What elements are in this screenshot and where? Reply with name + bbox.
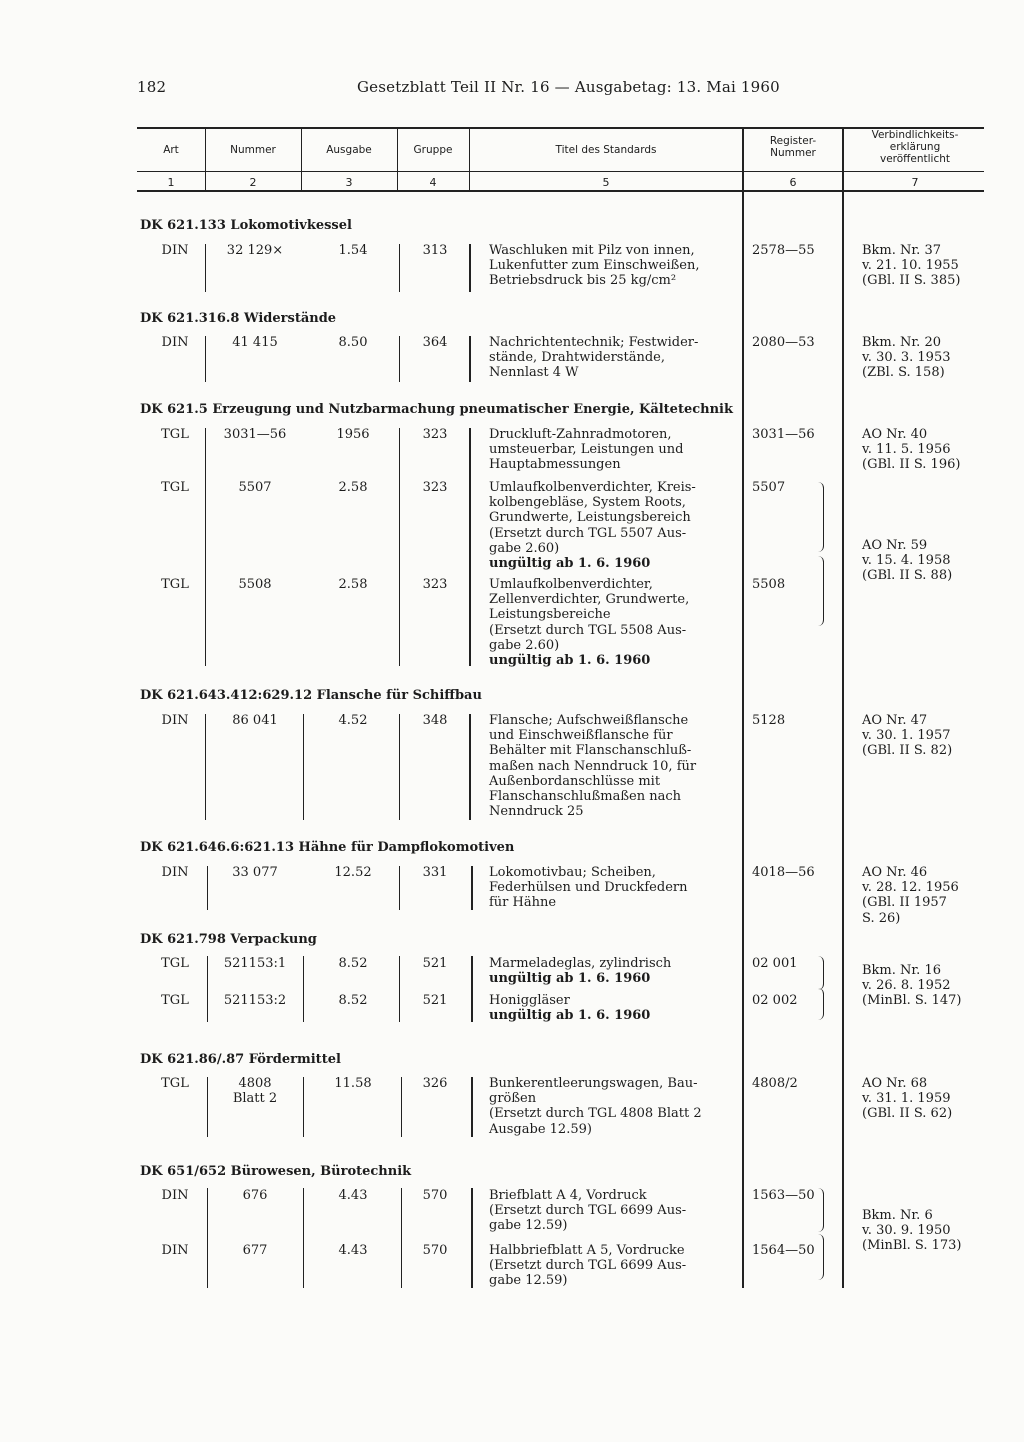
titel-line: gabe 2.60) xyxy=(489,540,560,556)
cell-titel xyxy=(489,427,739,473)
cell-art: DIN xyxy=(161,713,189,728)
section-heading: DK 651/652 Bürowesen, Bürotechnik xyxy=(140,1164,412,1179)
titel-line: (Ersetzt durch TGL 4808 Blatt 2 xyxy=(489,1106,702,1122)
cell-nummer: 521153:1 xyxy=(223,956,287,971)
header-nummer: Nummer xyxy=(230,144,276,156)
cell-register: 02 002 xyxy=(752,993,798,1008)
titel-status: ungültig ab 1. 6. 1960 xyxy=(489,1008,651,1024)
column-number: 7 xyxy=(911,176,919,189)
grouping-brace xyxy=(818,482,824,552)
titel-line: Nennlast 4 W xyxy=(489,365,579,381)
titel-line: Nenndruck 25 xyxy=(489,804,584,820)
section-heading: DK 621.316.8 Widerstände xyxy=(140,311,337,326)
verb-line: (GBl. II S. 88) xyxy=(862,568,953,584)
titel-line: Briefblatt A 4, Vordruck xyxy=(489,1188,647,1203)
cell-verb-shared xyxy=(862,1208,987,1254)
cell-divider xyxy=(205,714,206,820)
cell-art: DIN xyxy=(161,243,189,258)
titel-line: Umlaufkolbenverdichter, xyxy=(489,577,653,592)
titel-line: Ausgabe 12.59) xyxy=(489,1121,592,1137)
cell-divider xyxy=(469,714,471,820)
cell-divider xyxy=(303,714,304,820)
cell-register: 1563—50 xyxy=(752,1188,815,1203)
titel-line: Bunkerentleerungswagen, Bau- xyxy=(489,1076,698,1091)
cell-register: 5507 xyxy=(752,480,786,495)
titel-line: größen xyxy=(489,1091,537,1107)
cell-gruppe: 364 xyxy=(422,335,448,350)
section-heading: DK 621.643.412:629.12 Flansche für Schiffbau xyxy=(140,688,482,703)
cell-divider xyxy=(205,336,206,382)
cell-nummer: 3031—56 xyxy=(223,427,287,442)
cell-gruppe: 313 xyxy=(422,243,448,258)
cell-titel xyxy=(489,993,739,1023)
section-heading: DK 621.133 Lokomotivkessel xyxy=(140,218,352,233)
titel-line: Leistungsbereiche xyxy=(489,607,611,623)
titel-line: Flanschanschlußmaßen nach xyxy=(489,789,682,805)
cell-register: 2080—53 xyxy=(752,335,815,350)
verb-line: v. 11. 5. 1956 xyxy=(862,442,951,458)
column-number: 2 xyxy=(249,176,257,189)
header-verb-2: erklärung xyxy=(889,141,941,153)
cell-ausgabe: 1956 xyxy=(336,427,370,442)
cell-register: 5128 xyxy=(752,713,786,728)
titel-line: Halbbriefblatt A 5, Vordrucke xyxy=(489,1243,685,1258)
cell-nummer: 521153:2 xyxy=(223,993,287,1008)
titel-line: Lukenfutter zum Einschweißen, xyxy=(489,258,700,274)
cell-gruppe: 323 xyxy=(422,427,448,442)
section-heading: DK 621.5 Erzeugung und Nutzbarmachung pneumatischer Energie, Kältetechnik xyxy=(140,402,733,417)
grouping-brace xyxy=(818,556,824,626)
cell-art: TGL xyxy=(161,1076,189,1091)
cell-verb xyxy=(862,713,987,759)
titel-line: Behälter mit Flanschanschluß- xyxy=(489,743,692,759)
titel-line: Flansche; Aufschweißflansche xyxy=(489,713,689,728)
cell-titel xyxy=(489,1243,739,1289)
cell-divider xyxy=(207,1077,208,1137)
cell-register: 02 001 xyxy=(752,956,798,971)
titel-line: Hauptabmessungen xyxy=(489,457,621,473)
cell-verb xyxy=(862,865,987,926)
cell-titel xyxy=(489,243,739,289)
cell-nummer: 5507 xyxy=(238,480,272,495)
cell-register: 3031—56 xyxy=(752,427,815,442)
titel-line: (Ersetzt durch TGL 6699 Aus- xyxy=(489,1258,687,1274)
cell-nummer: 86 041 xyxy=(232,713,278,728)
titel-line: (Ersetzt durch TGL 6699 Aus- xyxy=(489,1203,687,1219)
column-number: 1 xyxy=(167,176,175,189)
cell-ausgabe: 4.52 xyxy=(338,713,368,728)
cell-divider xyxy=(303,1188,304,1288)
col-divider xyxy=(469,128,470,190)
section-heading: DK 621.86/.87 Fördermittel xyxy=(140,1052,341,1067)
verb-line: (ZBl. S. 158) xyxy=(862,365,945,381)
cell-verb xyxy=(862,427,987,473)
cell-nummer: 33 077 xyxy=(232,865,278,880)
cell-divider xyxy=(471,956,473,1022)
cell-gruppe: 331 xyxy=(422,865,448,880)
column-number-rule xyxy=(137,190,984,192)
cell-divider xyxy=(469,336,471,382)
verb-line: Bkm. Nr. 20 xyxy=(862,335,941,350)
cell-ausgabe: 8.52 xyxy=(338,993,368,1008)
cell-ausgabe: 11.58 xyxy=(334,1076,372,1091)
cell-divider xyxy=(303,1077,304,1137)
col-divider xyxy=(301,128,302,190)
cell-verb xyxy=(862,1076,987,1122)
cell-divider xyxy=(205,244,206,292)
cell-ausgabe: 4.43 xyxy=(338,1188,368,1203)
column-number: 5 xyxy=(602,176,610,189)
col-divider xyxy=(205,128,206,190)
cell-divider xyxy=(471,866,473,910)
cell-divider xyxy=(471,1188,473,1288)
titel-line: Nachrichtentechnik; Festwider- xyxy=(489,335,699,350)
cell-divider xyxy=(469,244,471,292)
cell-register: 4018—56 xyxy=(752,865,815,880)
titel-line: gabe 12.59) xyxy=(489,1273,568,1289)
cell-ausgabe: 4.43 xyxy=(338,1243,368,1258)
cell-divider xyxy=(207,956,208,1022)
titel-line: Umlaufkolbenverdichter, Kreis- xyxy=(489,480,696,495)
verb-line: v. 31. 1. 1959 xyxy=(862,1091,951,1107)
cell-titel xyxy=(489,865,739,911)
titel-status: ungültig ab 1. 6. 1960 xyxy=(489,556,651,572)
cell-divider xyxy=(401,1077,402,1137)
cell-divider xyxy=(303,956,304,1022)
titel-line: Lokomotivbau; Scheiben, xyxy=(489,865,656,880)
titel-line: Außenbordanschlüsse mit xyxy=(489,773,661,789)
cell-register: 1564—50 xyxy=(752,1243,815,1258)
cell-nummer: 676 xyxy=(242,1188,268,1203)
cell-divider xyxy=(469,428,471,666)
table-top-rule xyxy=(137,127,984,129)
cell-nummer xyxy=(210,1076,300,1106)
register-left-rule xyxy=(742,128,744,1288)
titel-line: Waschluken mit Pilz von innen, xyxy=(489,243,695,258)
titel-line: (Ersetzt durch TGL 5507 Aus- xyxy=(489,525,687,541)
cell-gruppe: 326 xyxy=(422,1076,448,1091)
header-register-2: Nummer xyxy=(770,147,816,159)
cell-titel xyxy=(489,1076,739,1137)
grouping-brace xyxy=(818,988,824,1020)
verb-line: AO Nr. 59 xyxy=(862,538,928,553)
cell-divider xyxy=(205,428,206,666)
section-heading: DK 621.798 Verpackung xyxy=(140,932,317,947)
cell-verb xyxy=(862,335,987,381)
cell-register: 4808/2 xyxy=(752,1076,798,1091)
verb-line: (GBl. II S. 196) xyxy=(862,457,961,473)
cell-divider xyxy=(471,1077,473,1137)
titel-line: für Hähne xyxy=(489,895,557,911)
cell-register: 5508 xyxy=(752,577,786,592)
verb-line: v. 15. 4. 1958 xyxy=(862,553,951,569)
cell-gruppe: 323 xyxy=(422,577,448,592)
verb-line: (GBl. II S. 385) xyxy=(862,273,961,289)
cell-ausgabe: 2.58 xyxy=(338,577,368,592)
cell-divider xyxy=(207,866,208,910)
verb-line: v. 30. 9. 1950 xyxy=(862,1223,951,1239)
verb-line: (MinBl. S. 173) xyxy=(862,1238,962,1254)
cell-ausgabe: 2.58 xyxy=(338,480,368,495)
cell-art: TGL xyxy=(161,956,189,971)
verb-line: v. 21. 10. 1955 xyxy=(862,258,959,274)
verb-line: Bkm. Nr. 6 xyxy=(862,1208,933,1223)
cell-art: DIN xyxy=(161,1243,189,1258)
cell-art: DIN xyxy=(161,335,189,350)
verb-line: Bkm. Nr. 37 xyxy=(862,243,941,258)
titel-line: Betriebsdruck bis 25 kg/cm² xyxy=(489,273,677,289)
cell-titel xyxy=(489,956,739,986)
col-divider xyxy=(397,128,398,190)
cell-art: DIN xyxy=(161,1188,189,1203)
cell-gruppe: 570 xyxy=(422,1243,448,1258)
cell-divider xyxy=(207,1188,208,1288)
titel-line: Marmeladeglas, zylindrisch xyxy=(489,956,672,971)
header-verb-1: Verbindlichkeits- xyxy=(871,129,959,141)
cell-art: TGL xyxy=(161,427,189,442)
verb-line: v. 30. 1. 1957 xyxy=(862,728,951,744)
header-ausgabe: Ausgabe xyxy=(326,144,372,156)
titel-line: Grundwerte, Leistungsbereich xyxy=(489,510,691,526)
titel-line: maßen nach Nenndruck 10, für xyxy=(489,758,697,774)
cell-titel xyxy=(489,480,739,571)
running-head: Gesetzblatt Teil II Nr. 16 — Ausgabetag: 13. Mai 1960 xyxy=(357,78,780,96)
verb-line: AO Nr. 68 xyxy=(862,1076,928,1091)
cell-ausgabe: 12.52 xyxy=(334,865,372,880)
verb-line: (GBl. II S. 82) xyxy=(862,743,953,759)
header-verb-3: veröffentlicht xyxy=(879,153,951,165)
titel-line: umsteuerbar, Leistungen und xyxy=(489,442,684,458)
nummer-line: 4808 xyxy=(238,1076,272,1091)
header-art: Art xyxy=(163,144,179,156)
titel-status: ungültig ab 1. 6. 1960 xyxy=(489,653,651,669)
section-heading: DK 621.646.6:621.13 Hähne für Dampflokomotiven xyxy=(140,840,515,855)
cell-nummer: 677 xyxy=(242,1243,268,1258)
column-number: 6 xyxy=(789,176,797,189)
register-right-rule xyxy=(842,128,844,1288)
cell-nummer: 41 415 xyxy=(232,335,278,350)
header-rule xyxy=(137,171,984,172)
titel-line: Federhülsen und Druckfedern xyxy=(489,880,688,896)
verb-line: (GBl. II S. 62) xyxy=(862,1106,953,1122)
cell-divider xyxy=(401,1188,402,1288)
grouping-brace xyxy=(818,956,824,990)
column-number: 3 xyxy=(345,176,353,189)
titel-line: und Einschweißflansche für xyxy=(489,728,673,744)
cell-titel xyxy=(489,335,739,381)
verb-line: AO Nr. 47 xyxy=(862,713,928,728)
cell-register: 2578—55 xyxy=(752,243,815,258)
cell-titel xyxy=(489,713,739,819)
cell-verb xyxy=(862,243,987,289)
titel-line: gabe 12.59) xyxy=(489,1218,568,1234)
cell-titel xyxy=(489,1188,739,1234)
titel-line: kolbengebläse, System Roots, xyxy=(489,495,686,511)
grouping-brace xyxy=(818,1234,824,1280)
cell-verb-shared xyxy=(862,963,987,1009)
cell-verb-shared xyxy=(862,538,987,584)
cell-gruppe: 570 xyxy=(422,1188,448,1203)
cell-gruppe: 348 xyxy=(422,713,448,728)
titel-line: Druckluft-Zahnradmotoren, xyxy=(489,427,672,442)
titel-line: Honiggläser xyxy=(489,993,570,1008)
nummer-line: Blatt 2 xyxy=(232,1091,278,1106)
titel-line: stände, Drahtwiderstände, xyxy=(489,350,665,366)
cell-divider xyxy=(399,714,400,820)
verb-line: Bkm. Nr. 16 xyxy=(862,963,941,978)
titel-line: (Ersetzt durch TGL 5508 Aus- xyxy=(489,622,687,638)
cell-titel xyxy=(489,577,739,668)
cell-art: TGL xyxy=(161,480,189,495)
cell-art: TGL xyxy=(161,577,189,592)
verb-line: S. 26) xyxy=(862,910,901,926)
header-titel: Titel des Standards xyxy=(555,144,657,156)
cell-divider xyxy=(399,428,400,666)
cell-ausgabe: 8.50 xyxy=(338,335,368,350)
cell-nummer: 32 129× xyxy=(226,243,284,258)
titel-line: Zellenverdichter, Grundwerte, xyxy=(489,592,690,608)
verb-line: AO Nr. 40 xyxy=(862,427,928,442)
verb-line: (MinBl. S. 147) xyxy=(862,993,962,1009)
page-number: 182 xyxy=(137,78,167,96)
verb-line: (GBl. II 1957 xyxy=(862,895,947,911)
titel-line: gabe 2.60) xyxy=(489,637,560,653)
header-gruppe: Gruppe xyxy=(413,144,453,156)
cell-art: DIN xyxy=(161,865,189,880)
grouping-brace xyxy=(818,1188,824,1232)
cell-gruppe: 521 xyxy=(422,956,448,971)
cell-nummer: 5508 xyxy=(238,577,272,592)
verb-line: v. 28. 12. 1956 xyxy=(862,880,959,896)
cell-gruppe: 521 xyxy=(422,993,448,1008)
titel-status: ungültig ab 1. 6. 1960 xyxy=(489,971,651,987)
cell-art: TGL xyxy=(161,993,189,1008)
verb-line: AO Nr. 46 xyxy=(862,865,928,880)
column-number: 4 xyxy=(429,176,437,189)
cell-gruppe: 323 xyxy=(422,480,448,495)
cell-ausgabe: 8.52 xyxy=(338,956,368,971)
header-register-1: Register- xyxy=(769,135,817,147)
verb-line: v. 26. 8. 1952 xyxy=(862,978,951,994)
verb-line: v. 30. 3. 1953 xyxy=(862,350,951,366)
cell-ausgabe: 1.54 xyxy=(338,243,368,258)
